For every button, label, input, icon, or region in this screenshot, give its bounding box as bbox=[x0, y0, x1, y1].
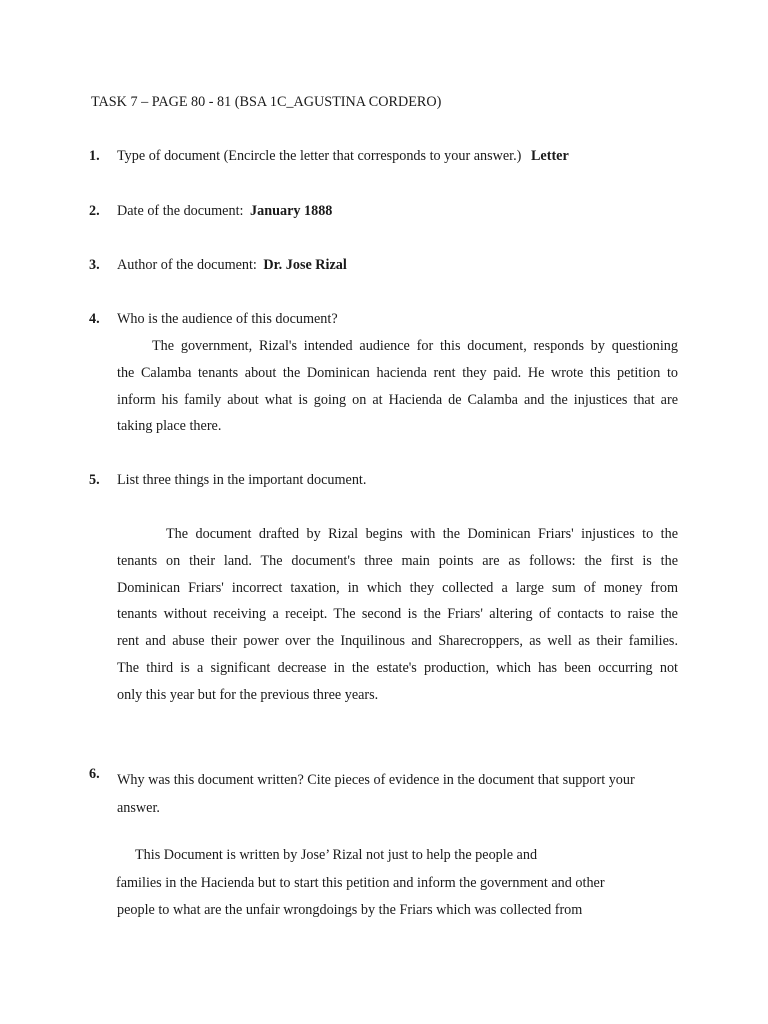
question-number: 3. bbox=[89, 257, 100, 273]
question-text bbox=[117, 203, 681, 220]
paragraph-line: tenants without receiving a receipt. The second is the Friars' altering of contacts to raise the bbox=[117, 606, 678, 623]
paragraph-line: taking place there. bbox=[117, 418, 222, 435]
question-prompt: Who is the audience of this document? bbox=[117, 311, 338, 327]
question-prompt-line: Why was this document written? Cite pieces of evidence in the document that support your bbox=[117, 772, 635, 788]
question-number: 4. bbox=[89, 311, 100, 327]
question-number: 2. bbox=[89, 203, 100, 219]
question-prompt: Date of the document: bbox=[117, 203, 244, 219]
paragraph-line: The document drafted by Rizal begins with the Dominican Friars' injustices to the bbox=[166, 526, 678, 542]
answer-6-paragraph bbox=[117, 842, 637, 925]
paragraph-line: rent and abuse their power over the Inquilinous and Sharecroppers, as well as their families. bbox=[117, 633, 678, 650]
document-header: TASK 7 – PAGE 80 - 81 (BSA 1C_AGUSTINA CORDERO) bbox=[91, 94, 442, 110]
question-prompt: List three things in the important document. bbox=[117, 472, 367, 488]
question-number: 6. bbox=[89, 766, 100, 782]
question-text bbox=[117, 148, 681, 165]
paragraph-line: only this year but for the previous three years. bbox=[117, 686, 379, 703]
paragraph-line: families in the Hacienda but to start this petition and inform the government and other bbox=[116, 874, 605, 891]
question-prompt: Type of document (Encircle the letter that corresponds to your answer.) bbox=[117, 148, 522, 164]
answer-5-paragraph bbox=[117, 521, 678, 709]
paragraph-line: The third is a significant decrease in the estate's production, which has been occurring not bbox=[117, 659, 678, 676]
question-number: 1. bbox=[89, 148, 100, 164]
question-text bbox=[117, 257, 681, 274]
question-answer: Dr. Jose Rizal bbox=[263, 257, 347, 273]
paragraph-line: This Document is written by Jose’ Rizal not just to help the people and bbox=[135, 847, 538, 863]
question-number: 5. bbox=[89, 472, 100, 488]
paragraph-line: Dominican Friars' incorrect taxation, in which they collected a large sum of money from bbox=[117, 579, 678, 596]
answer-4-paragraph bbox=[117, 333, 678, 440]
question-prompt-line: answer. bbox=[117, 800, 160, 816]
question-answer: Letter bbox=[530, 148, 569, 164]
paragraph-line: people to what are the unfair wrongdoings by the Friars which was collected from bbox=[117, 902, 583, 918]
question-answer: January 1888 bbox=[250, 203, 333, 219]
paragraph-line: tenants on their land. The document's three main points are as follows: the first is the bbox=[117, 552, 678, 569]
paragraph-line: The government, Rizal's intended audience for this document, responds by questioning bbox=[152, 338, 678, 354]
paragraph-line: inform his family about what is going on at Hacienda de Calamba and the injustices that are bbox=[117, 391, 678, 408]
question-text bbox=[117, 766, 681, 822]
question-prompt: Author of the document: bbox=[117, 257, 257, 273]
paragraph-line: the Calamba tenants about the Dominican hacienda rent they paid. He wrote this petition to bbox=[117, 364, 678, 381]
